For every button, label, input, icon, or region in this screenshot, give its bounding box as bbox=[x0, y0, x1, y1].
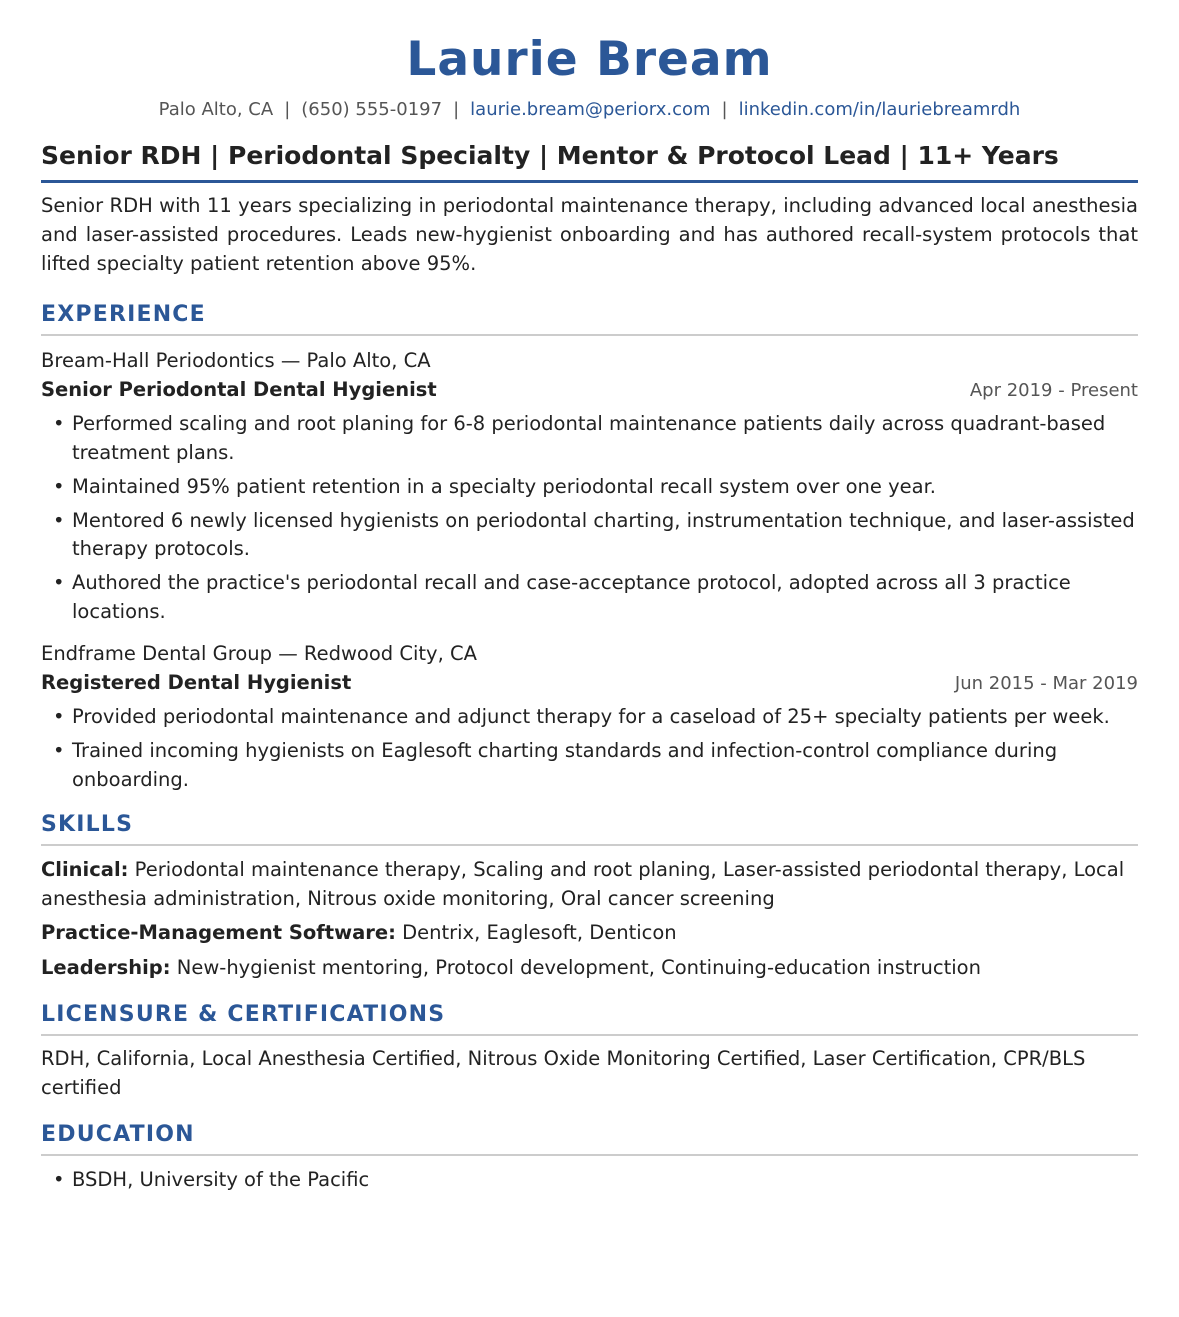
bullet-dot-icon: • bbox=[53, 739, 65, 762]
job-role: Senior Periodontal Dental Hygienist bbox=[41, 378, 437, 401]
skill-group-label: Clinical: bbox=[41, 858, 129, 881]
skill-group bbox=[41, 919, 1138, 948]
job-company: Bream-Hall Periodontics — Palo Alto, CA bbox=[41, 349, 431, 372]
education-item bbox=[41, 1166, 1138, 1195]
education-item-text: BSDH, University of the Pacific bbox=[72, 1168, 370, 1191]
job-entry bbox=[41, 640, 1138, 794]
education-section-title: EDUCATION bbox=[41, 1120, 1138, 1156]
professional-summary: Senior RDH with 11 years specializing in periodontal maintenance therapy, including advanced local anesthesia and laser-assisted procedures. Leads new-hygienist onboarding and has authored recall-system protocols that lifted specialty patient retention above 95%. bbox=[41, 194, 1138, 275]
licensure-section-title: LICENSURE & CERTIFICATIONS bbox=[41, 1000, 1138, 1036]
job-entry bbox=[41, 347, 1138, 626]
job-bullet-text: Mentored 6 newly licensed hygienists on periodontal charting, instrumentation technique, and laser-assisted therapy protocols. bbox=[72, 508, 1135, 560]
bullet-dot-icon: • bbox=[53, 571, 65, 594]
job-bullet-text: Trained incoming hygienists on Eaglesoft charting standards and infection-control compliance during onboarding. bbox=[72, 739, 1058, 791]
skills-section-title: SKILLS bbox=[41, 810, 1138, 846]
skill-group bbox=[41, 954, 1138, 983]
job-bullet bbox=[41, 507, 1138, 564]
job-bullet-text: Provided periodontal maintenance and adjunct therapy for a caseload of 25+ specialty patients per week. bbox=[72, 705, 1110, 728]
job-bullet bbox=[41, 569, 1138, 626]
job-company: Endframe Dental Group — Redwood City, CA bbox=[41, 642, 477, 665]
job-bullet bbox=[41, 737, 1138, 794]
job-bullets bbox=[41, 703, 1138, 794]
education-list bbox=[41, 1166, 1138, 1195]
job-bullets bbox=[41, 410, 1138, 626]
contact-line bbox=[41, 98, 1138, 122]
contact-separator: | bbox=[721, 99, 728, 120]
job-bullet-text: Maintained 95% patient retention in a specialty periodontal recall system over one year. bbox=[72, 474, 936, 498]
experience-section-title: EXPERIENCE bbox=[41, 300, 1138, 336]
bullet-dot-icon: • bbox=[53, 474, 65, 498]
skill-group-text: Periodontal maintenance therapy, Scaling and root planing, Laser-assisted periodontal therapy, Local anesthesia administration, Nitrous oxide monitoring, Oral cancer screening bbox=[41, 858, 1125, 910]
contact-linkedin-link[interactable]: linkedin.com/in/lauriebreamrdh bbox=[738, 99, 1021, 120]
job-bullet-text: Authored the practice's periodontal recall and case-acceptance protocol, adopted across all 3 practice locations. bbox=[72, 571, 1071, 623]
candidate-name: Laurie Bream bbox=[406, 32, 773, 87]
professional-headline: Senior RDH | Periodontal Specialty | Mentor & Protocol Lead | 11+ Years bbox=[41, 138, 1138, 183]
job-dates: Apr 2019 - Present bbox=[969, 380, 1138, 401]
job-bullet bbox=[41, 410, 1138, 467]
licensure-text: RDH, California, Local Anesthesia Certified, Nitrous Oxide Monitoring Certified, Laser Certification, CPR/BLS certified bbox=[41, 1047, 1086, 1099]
contact-separator: | bbox=[453, 99, 460, 120]
bullet-dot-icon: • bbox=[53, 1168, 65, 1191]
skill-group-label: Practice-Management Software: bbox=[41, 921, 396, 944]
skill-group-text: Dentrix, Eaglesoft, Denticon bbox=[402, 921, 677, 944]
skill-group bbox=[41, 856, 1138, 913]
job-role: Registered Dental Hygienist bbox=[41, 671, 352, 694]
contact-email-link[interactable]: laurie.bream@periorx.com bbox=[470, 99, 711, 120]
bullet-dot-icon: • bbox=[53, 412, 65, 435]
skill-group-label: Leadership: bbox=[41, 955, 171, 979]
contact-location: Palo Alto, CA bbox=[158, 99, 274, 120]
job-bullet bbox=[41, 703, 1138, 732]
skills-list bbox=[41, 856, 1138, 982]
job-role-row bbox=[41, 668, 1138, 699]
contact-phone: (650) 555-0197 bbox=[301, 99, 443, 120]
job-bullet bbox=[41, 473, 1138, 502]
skill-group-text: New-hygienist mentoring, Protocol development, Continuing-education instruction bbox=[176, 955, 981, 979]
job-bullet-text: Performed scaling and root planing for 6-8 periodontal maintenance patients daily across quadrant-based treatment plans. bbox=[72, 412, 1106, 464]
job-dates: Jun 2015 - Mar 2019 bbox=[954, 673, 1138, 694]
contact-separator: | bbox=[284, 99, 291, 120]
job-role-row bbox=[41, 375, 1138, 406]
bullet-dot-icon: • bbox=[53, 508, 65, 532]
bullet-dot-icon: • bbox=[53, 705, 65, 728]
